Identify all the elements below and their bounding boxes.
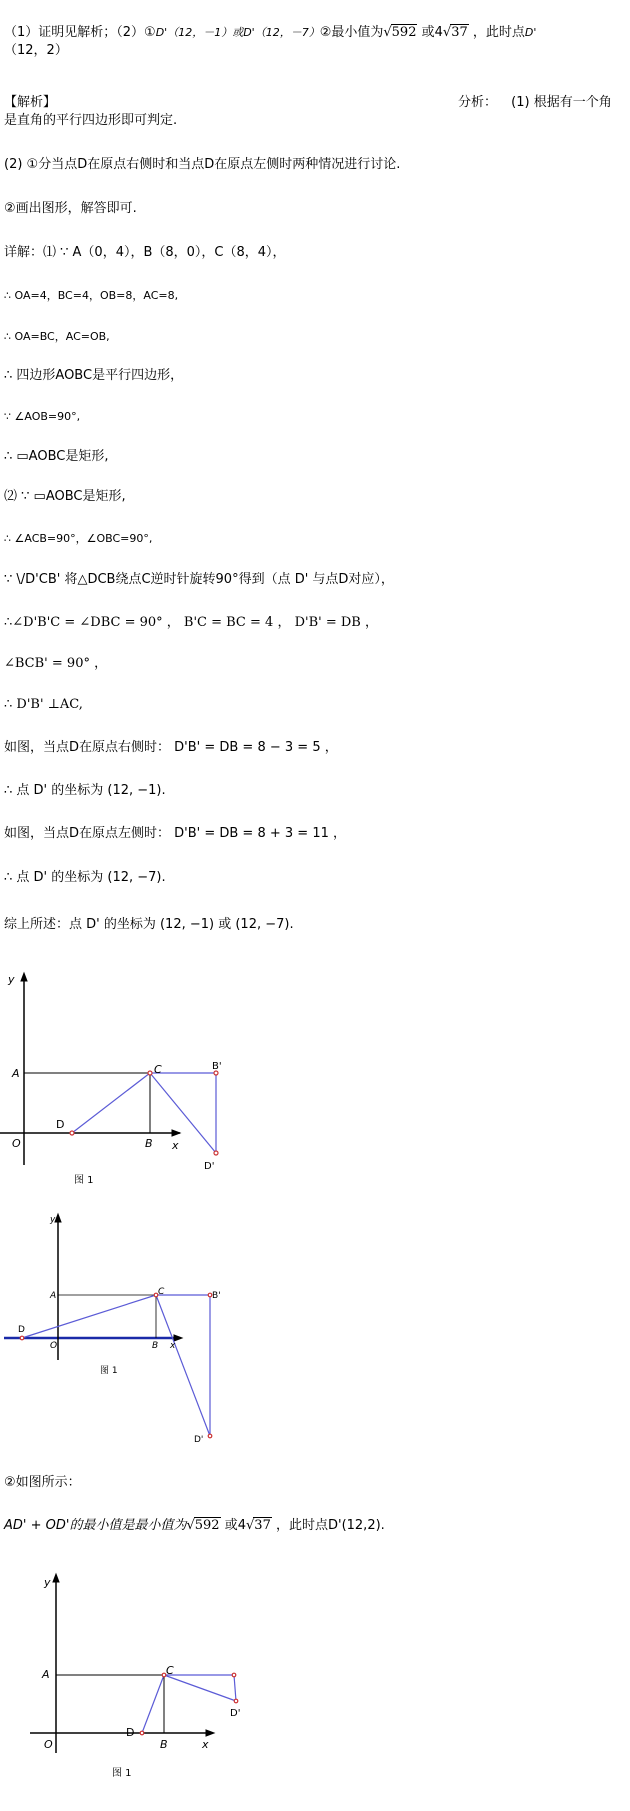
fig1-label-O: O	[12, 1137, 21, 1150]
fig1-x-arrow	[172, 1130, 180, 1136]
fig2-y-arrow	[55, 1214, 61, 1222]
detail-line-6: ∴ ▭AOBC是矩形,	[4, 449, 109, 464]
fig1-label-x: x	[172, 1139, 179, 1152]
fig1-label-y: y	[8, 973, 15, 986]
part2-root-1: 592	[194, 1518, 220, 1533]
part2-root-2: 37	[254, 1518, 271, 1533]
analysis-part2a: (2) ①分当点D在原点右侧时和当点D在原点左侧时两种情况进行讨论.	[4, 157, 401, 172]
fig1-point-C	[148, 1071, 152, 1075]
fig2-point-D	[20, 1336, 24, 1340]
fig1-line-CDp	[150, 1073, 216, 1153]
analysis-right	[458, 95, 612, 111]
answer-line: （1）证明见解析；（2）①D'（12，－1）或D'（12，－7）②最小值为√592 或4√37 ，此时点D'	[4, 25, 537, 40]
detail-line-2: ∴ OA=4，BC=4，OB=8，AC=8,	[4, 289, 179, 302]
detail-line-13: 如图，当点D在原点右侧时： D'B' = DB = 8 − 3 = 5 ，	[4, 740, 338, 755]
fig1-y-arrow	[21, 973, 27, 981]
fig1-label-C: C	[154, 1063, 162, 1076]
fig2-label-B: B	[152, 1341, 159, 1351]
fig2-label-A: A	[50, 1291, 57, 1301]
fig2-label-x: x	[170, 1341, 176, 1351]
fig1-label-A: A	[12, 1067, 20, 1080]
fig3-label-C: C	[166, 1664, 174, 1677]
detail-line-17: 综上所述：点 D' 的坐标为 (12, −1) 或 (12, −7).	[4, 917, 294, 932]
figure-2	[0, 1210, 240, 1450]
analysis-continued: 是直角的平行四边形即可判定.	[4, 113, 178, 128]
answer-line-2: （12，2）	[4, 43, 68, 58]
detail-line-5: ∵ ∠AOB=90°,	[4, 410, 81, 423]
fig2-label-Dp: D'	[194, 1435, 204, 1445]
fig3-label-B: B	[160, 1738, 168, 1751]
part2-tail: ，此时点D'(12,2).	[275, 1518, 385, 1533]
detail-line-3: ∴ OA=BC，AC=OB,	[4, 330, 110, 343]
answer-point-1: D'（12，－1）或	[155, 26, 244, 39]
fig2-label-y: y	[50, 1215, 56, 1225]
fig3-label-y: y	[44, 1576, 51, 1589]
answer-root-2: 37	[451, 25, 468, 40]
detail-line-16: ∴ 点 D' 的坐标为 (12, −7).	[4, 870, 166, 885]
fig2-label-O: O	[50, 1341, 58, 1351]
fig1-label-Bp: B'	[212, 1061, 222, 1072]
answer-point-2: D'（12，－7）	[243, 26, 320, 39]
fig3-line-BpDp	[234, 1675, 236, 1701]
fig1-point-Dp	[214, 1151, 218, 1155]
fig1-point-D	[70, 1131, 74, 1135]
fig2-line-CDp	[156, 1295, 210, 1436]
detail-line-11: ∠BCB' = 90° ，	[4, 656, 108, 671]
figure-1	[0, 965, 240, 1190]
detail-line-1: 详解：⑴ ∵ A（0，4），B（8，0），C（8，4），	[4, 245, 286, 260]
fig1-label-B: B	[145, 1137, 153, 1150]
fig2-label-C: C	[158, 1287, 165, 1297]
fig3-point-Dp	[234, 1699, 238, 1703]
fig3-label-x: x	[202, 1738, 209, 1751]
answer-or: 或4	[421, 25, 443, 40]
fig3-line-CDp	[164, 1675, 236, 1701]
fig1-label-Dp: D'	[204, 1161, 215, 1172]
fig3-label-A: A	[42, 1668, 50, 1681]
fig2-line-DC	[22, 1295, 156, 1338]
answer-root-1: 592	[391, 25, 417, 40]
part2-text: AD' + OD'的最小值是最小值为	[4, 1518, 187, 1533]
fig3-label-D: D	[126, 1726, 135, 1739]
fig2-label-Bp: B'	[212, 1291, 221, 1301]
detail-line-4: ∴ 四边形AOBC是平行四边形，	[4, 368, 184, 383]
answer-point-3: D'	[524, 26, 537, 39]
part2-line: AD' + OD'的最小值是最小值为√592 或4√37 ，此时点D'(12,2).	[4, 1518, 385, 1533]
answer-part1: （1）证明见解析；（2）①	[4, 25, 156, 40]
part2-head: ②如图所示：	[4, 1475, 81, 1490]
part2-or: 或4	[224, 1518, 246, 1533]
analysis-header: 【解析】	[4, 95, 57, 110]
analysis-label: 分析：	[458, 95, 498, 110]
fig1-line-DC	[72, 1073, 150, 1133]
fig3-y-arrow	[53, 1574, 59, 1582]
analysis-right-text: (1) 根据有一个角	[511, 95, 612, 110]
detail-line-10: ∴∠D'B'C = ∠DBC = 90° ， B'C = BC = 4 ， D'B' = DB ，	[4, 615, 378, 630]
fig3-point-Bp	[232, 1673, 236, 1677]
figure-3	[20, 1568, 300, 1788]
fig2-caption: 图 1	[100, 1366, 118, 1376]
answer-part3: ，此时点	[472, 25, 525, 40]
analysis-part2b: ②画出图形，解答即可.	[4, 201, 137, 216]
fig3-label-Dp: D'	[230, 1708, 241, 1719]
detail-line-8: ∴ ∠ACB=90°，∠OBC=90°,	[4, 532, 153, 545]
fig2-point-Dp	[208, 1434, 212, 1438]
fig3-caption: 图 1	[112, 1768, 132, 1779]
answer-part2: ②最小值为	[319, 25, 384, 40]
fig1-label-D: D	[56, 1118, 65, 1131]
detail-line-12: ∴ D'B' ⊥AC,	[4, 697, 83, 712]
fig3-point-D	[140, 1731, 144, 1735]
fig3-label-O: O	[44, 1738, 53, 1751]
fig2-label-D: D	[18, 1325, 25, 1335]
fig3-x-arrow	[206, 1730, 214, 1736]
fig3-line-DC	[142, 1675, 164, 1733]
detail-line-15: 如图，当点D在原点左侧时： D'B' = DB = 8 + 3 = 11 ，	[4, 826, 346, 841]
detail-line-14: ∴ 点 D' 的坐标为 (12, −1).	[4, 783, 166, 798]
detail-line-7: ⑵ ∵ ▭AOBC是矩形,	[4, 489, 126, 504]
detail-line-9: ∵ \/D'CB' 将△DCB绕点C逆时针旋转90°得到（点 D' 与点D对应），	[4, 572, 394, 587]
fig1-caption: 图 1	[74, 1175, 94, 1186]
